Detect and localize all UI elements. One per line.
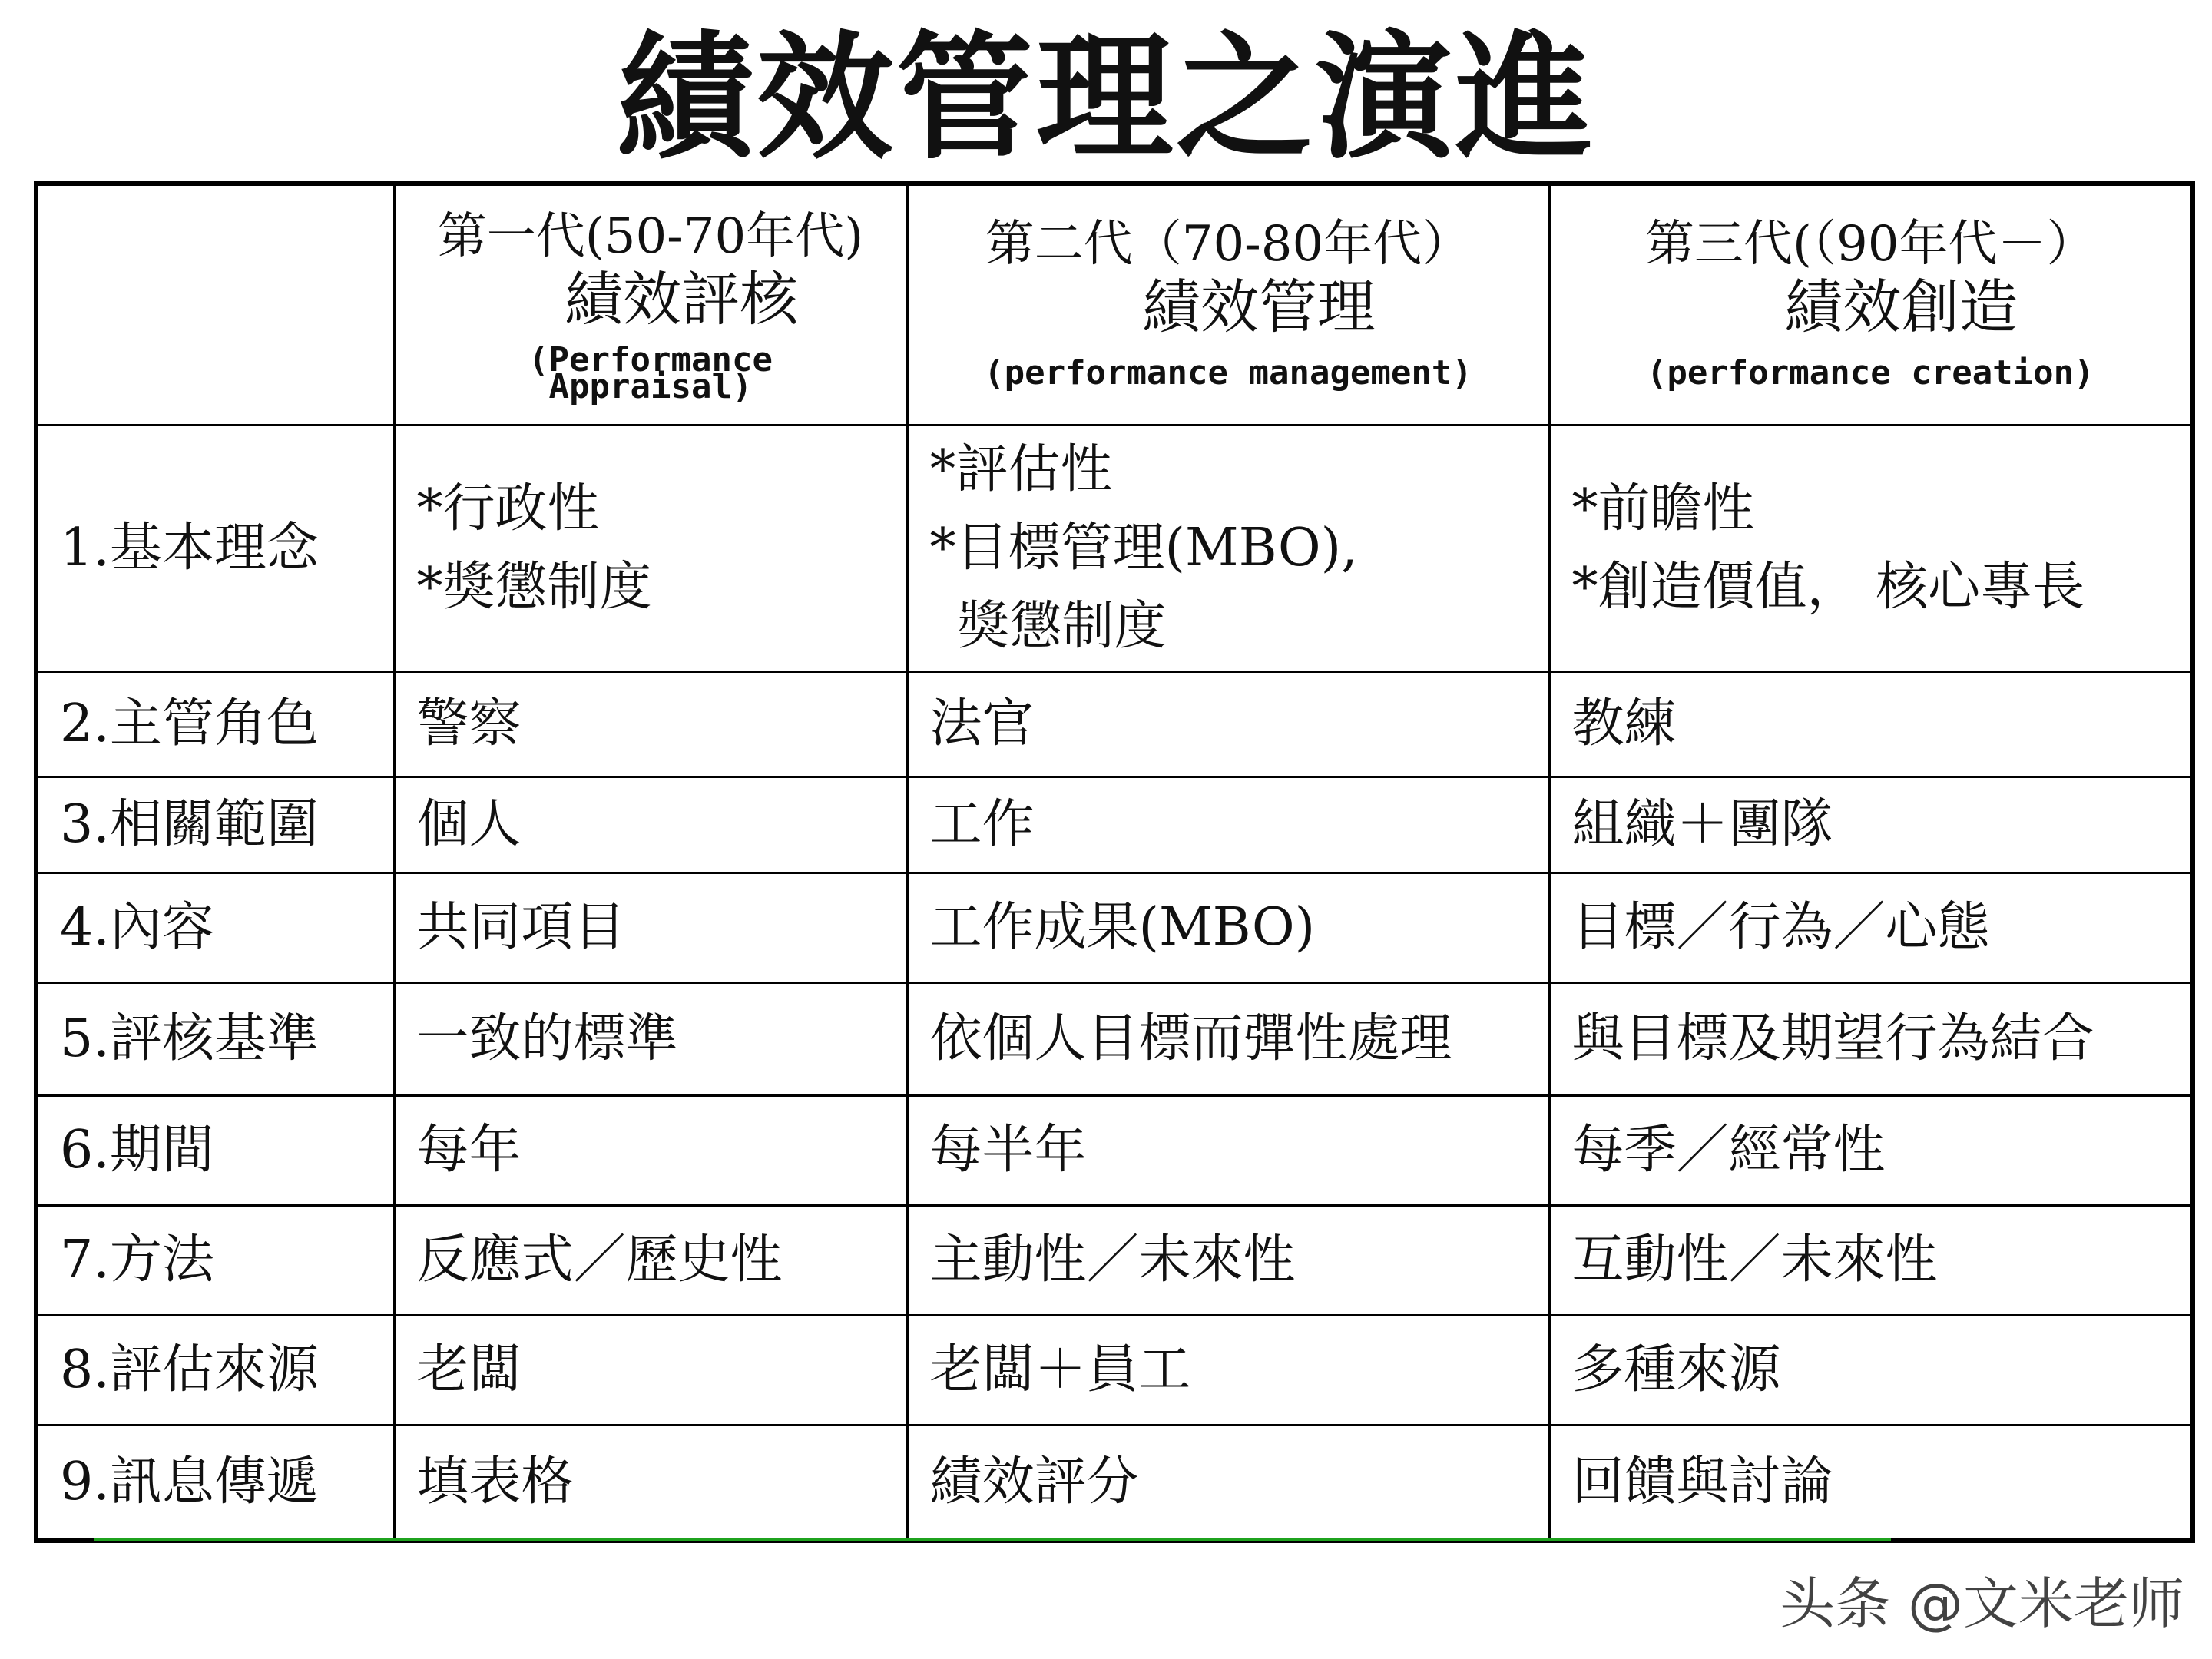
cell-gen2: 績效評分 (907, 1426, 1549, 1541)
cell-gen2: 依個人目標而彈性處理 (907, 983, 1549, 1096)
row-label: 6.期間 (36, 1096, 394, 1206)
cell-line: *目標管理(MBO), (929, 518, 1358, 578)
cell-gen1: 一致的標準 (394, 983, 907, 1096)
header-gen1-english: (Performance Appraisal) (528, 340, 773, 407)
row-label: 4.內容 (36, 873, 394, 983)
table-row (36, 777, 2193, 873)
row-label: 1.基本理念 (36, 426, 394, 672)
cell-gen3: 目標／行為／心態 (1549, 873, 2193, 983)
cell-gen2: 每半年 (907, 1096, 1549, 1206)
row-label: 7.方法 (36, 1206, 394, 1316)
cell-gen3: 多種來源 (1549, 1316, 2193, 1426)
green-divider-line (94, 1538, 1891, 1541)
header-empty-cell (36, 184, 394, 426)
table-row (36, 426, 2193, 672)
cell-gen1: 共同項目 (394, 873, 907, 983)
cell-gen2: 老闆＋員工 (907, 1316, 1549, 1426)
cell-gen1: 每年 (394, 1096, 907, 1206)
cell-gen2: 工作 (907, 777, 1549, 873)
cell-gen2: 工作成果(MBO) (907, 873, 1549, 983)
cell-gen1: 老闆 (394, 1316, 907, 1426)
cell-gen3: 回饋與討論 (1549, 1426, 2193, 1541)
header-gen1 (394, 184, 907, 426)
cell-gen2: 法官 (907, 672, 1549, 777)
cell-line: *創造價值， 核心專長 (1571, 557, 2085, 618)
comparison-table (34, 181, 2195, 1543)
cell-gen3: 每季／經常性 (1549, 1096, 2193, 1206)
row-label: 9.訊息傳遞 (36, 1426, 394, 1541)
cell-gen3: 組織＋團隊 (1549, 777, 2193, 873)
cell-gen3: 與目標及期望行為結合 (1549, 983, 2193, 1096)
header-gen1-name: 績效評核 (565, 264, 798, 333)
page-title: 績效管理之演進 (617, 18, 1595, 177)
watermark: 头条 @文米老师 (1780, 1571, 2184, 1636)
cell-gen3: 互動性／未來性 (1549, 1206, 2193, 1316)
table-row (36, 1316, 2193, 1426)
cell-gen1 (394, 426, 907, 672)
table-row (36, 672, 2193, 777)
cell-gen1: 警察 (394, 672, 907, 777)
header-gen3 (1549, 184, 2193, 426)
row-label: 5.評核基準 (36, 983, 394, 1096)
header-gen3-period: 第三代(（90年代－） (1645, 216, 2096, 273)
table-row (36, 1206, 2193, 1316)
cell-line: *評估性 (929, 439, 1113, 500)
header-gen3-english: (performance creation) (1646, 353, 2094, 393)
cell-gen2: 主動性／未來性 (907, 1206, 1549, 1316)
header-gen2-english: (performance management) (984, 353, 1472, 393)
table-row (36, 983, 2193, 1096)
header-gen2-period: 第二代（70-80年代） (985, 216, 1472, 273)
table-row (36, 1426, 2193, 1541)
header-gen2-name: 績效管理 (1142, 272, 1376, 341)
header-gen2 (907, 184, 1549, 426)
cell-line: *前瞻性 (1571, 478, 1755, 539)
table-row (36, 1096, 2193, 1206)
row-label: 8.評估來源 (36, 1316, 394, 1426)
row-label: 3.相關範圍 (36, 777, 394, 873)
cell-line: *行政性 (416, 478, 600, 539)
header-gen3-name: 績效創造 (1784, 272, 2018, 341)
cell-gen3 (1549, 426, 2193, 672)
cell-line: *獎懲制度 (416, 557, 652, 618)
row-label: 2.主管角色 (36, 672, 394, 777)
cell-line: 獎懲制度 (957, 596, 1167, 657)
cell-gen1: 個人 (394, 777, 907, 873)
cell-gen3: 教練 (1549, 672, 2193, 777)
header-gen1-period: 第一代(50-70年代) (437, 208, 864, 266)
cell-gen1: 填表格 (394, 1426, 907, 1541)
cell-gen1: 反應式／歷史性 (394, 1206, 907, 1316)
table-row (36, 873, 2193, 983)
table-header-row (36, 184, 2193, 426)
cell-gen2 (907, 426, 1549, 672)
